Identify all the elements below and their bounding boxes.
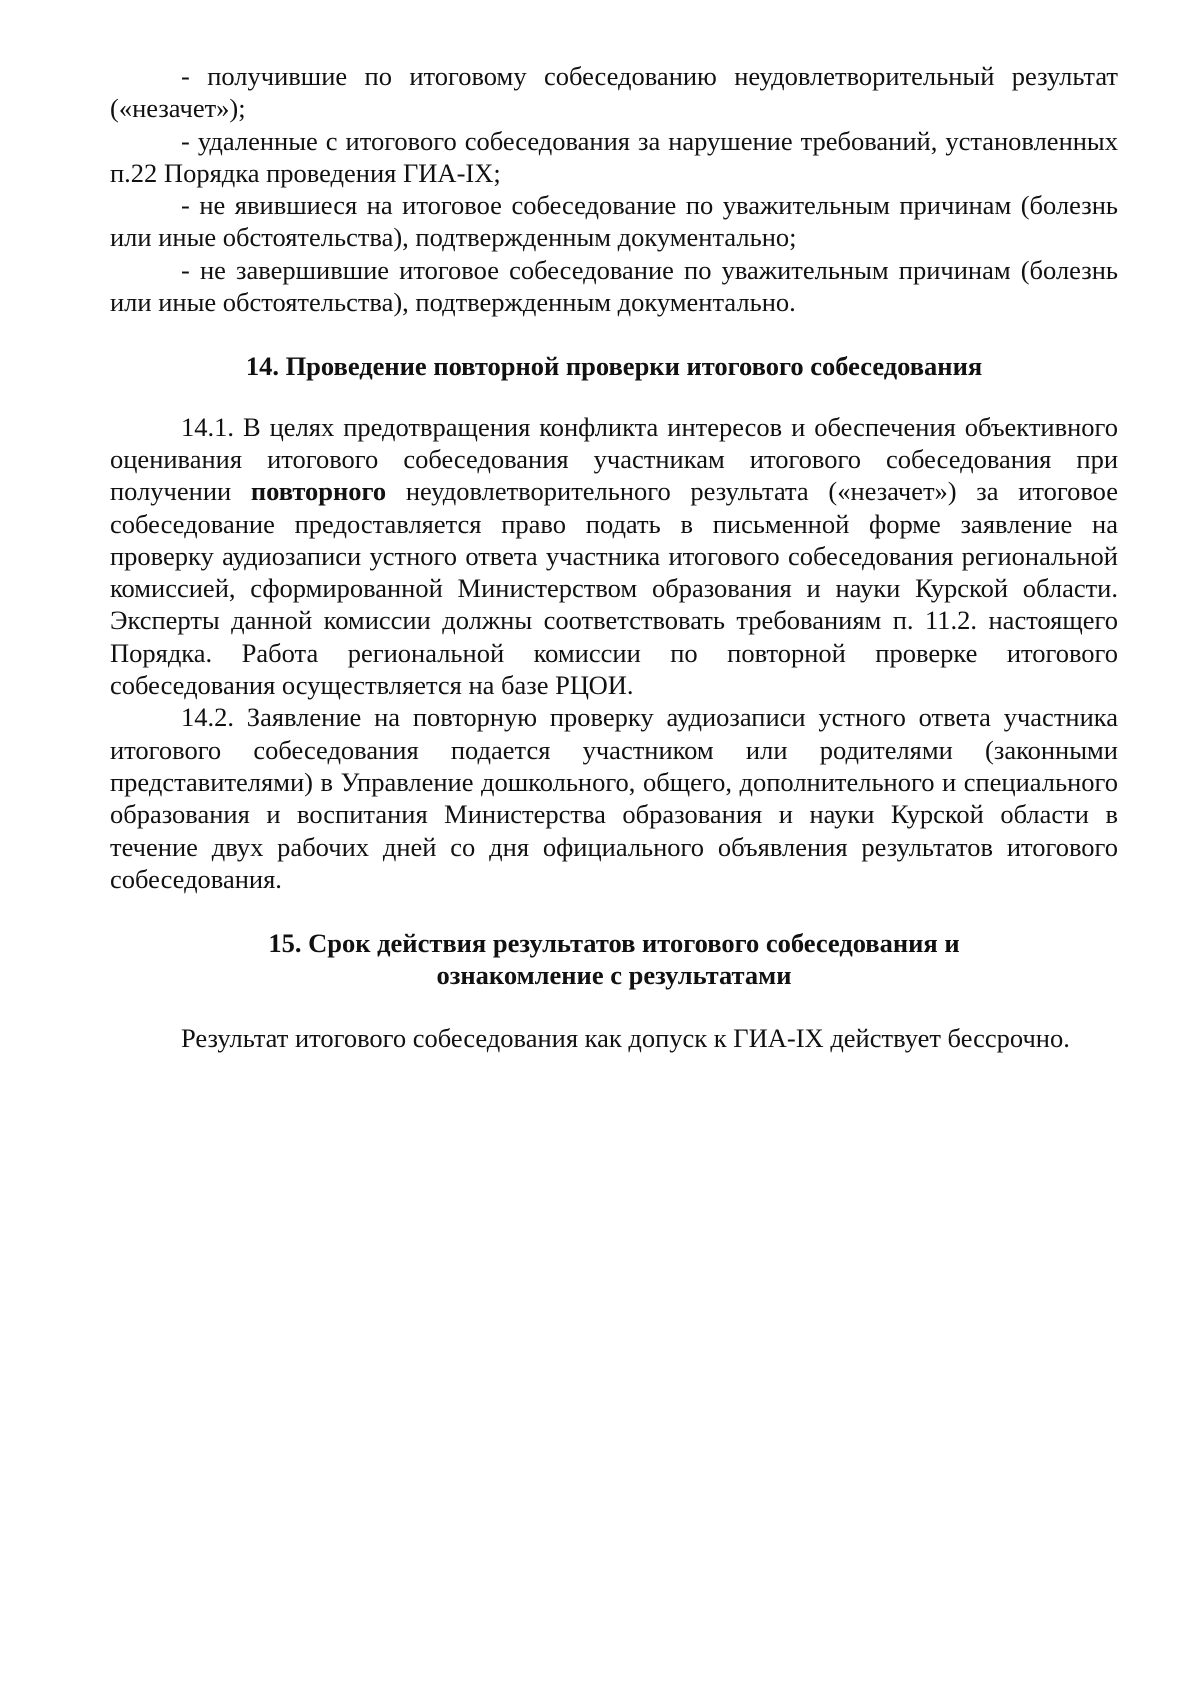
bullet-absent-participants: - не явившиеся на итоговое собеседование по уважительным причинам (болезнь или иные обстоятельства), подтвержденным документально; — [110, 190, 1118, 253]
section-15-heading-line-2: ознакомление с результатами — [436, 960, 792, 991]
bullet-not-completed-participants: - не завершившие итоговое собеседование по уважительным причинам (болезнь или иные обстоятельства), подтвержденным документально. — [110, 254, 1118, 318]
bullet-unsatisfactory-result: - получившие по итоговому собеседованию неудовлетворительный результат («незачет»); — [110, 61, 1118, 124]
paragraph-14-2: 14.2. Заявление на повторную проверку аудиозаписи устного ответа участника итогового собеседования подается участником или родителями (законными представителями) в Управление дошкольного, общего, дополнительного и специального образования и воспитания Министерства образования и науки Курской области в течение двух рабочих дней со дня официального объявления результатов итогового собеседования. — [110, 702, 1118, 894]
paragraph-14-1-end: неудовлетворительного результата («незачет») за итоговое собеседование предоставляется право подать в письменной форме заявление на проверку аудиозаписи устного ответа участника итогового собеседования региональной комиссией, сформированной Министерством образования и науки Курской области. Эксперты данной комиссии должны соответствовать требованиям п. 11.2. настоящего Порядка. Работа региональной комиссии по повторной проверке итогового собеседования осуществляется на базе РЦОИ. — [110, 476, 1118, 701]
document-page — [110, 60, 1118, 1054]
section-14-heading: 14. Проведение повторной проверки итогового собеседования — [245, 351, 983, 382]
paragraph-14-1-bold-word: повторного — [250, 476, 387, 507]
bullet-removed-participants: - удаленные с итогового собеседования за нарушение требований, установленных п.22 Порядка проведения ГИА-IX; — [110, 125, 1118, 188]
section-15-heading-line-1: 15. Срок действия результатов итогового собеседования и — [268, 928, 960, 959]
paragraph-14-1 — [110, 411, 1118, 702]
section-15-heading — [110, 927, 1118, 992]
paragraph-14-1-start: 14.1. В целях предотвращения конфликта интересов и обеспечения объективного оценивания итогового собеседования участникам итогового собеседования при получении — [110, 411, 1118, 507]
paragraph-15-1: Результат итогового собеседования как допуск к ГИА-IX действует бессрочно. — [181, 1022, 1070, 1053]
